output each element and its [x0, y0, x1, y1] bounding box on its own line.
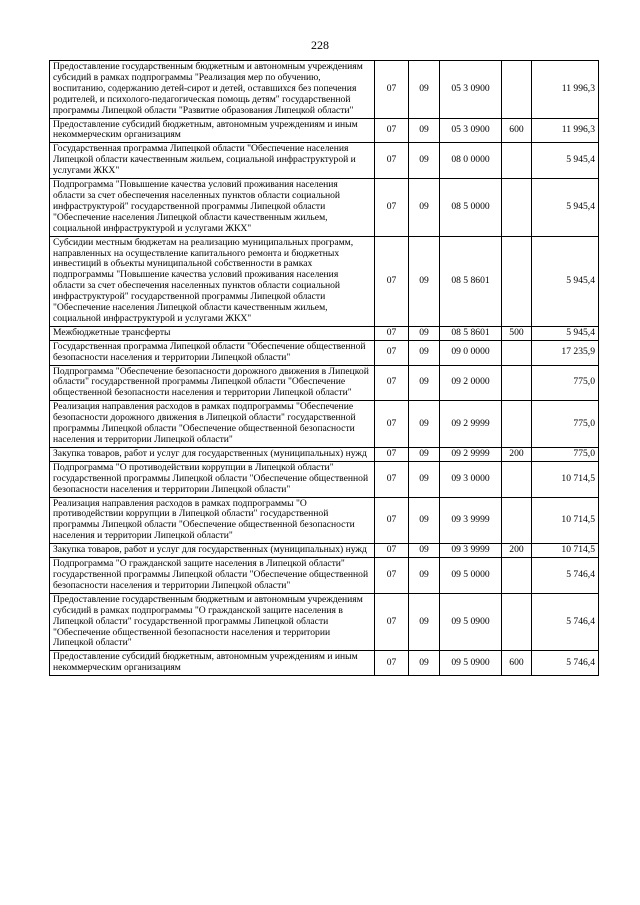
- row-name: Предоставление субсидий бюджетным, автономным учреждениям и иным некоммерческим организациям: [50, 651, 375, 676]
- row-name: Межбюджетные трансферты: [50, 326, 375, 340]
- expense-type-code: [502, 497, 532, 544]
- amount: 5 746,4: [532, 651, 599, 676]
- amount: 17 235,9: [532, 340, 599, 365]
- expense-type-code: [502, 365, 532, 401]
- subsection-code: 09: [409, 593, 440, 651]
- section-code: 07: [375, 544, 409, 558]
- section-code: 07: [375, 365, 409, 401]
- section-code: 07: [375, 326, 409, 340]
- subsection-code: 09: [409, 326, 440, 340]
- row-name: Государственная программа Липецкой области "Обеспечение общественной безопасности населения и территории Липецкой области": [50, 340, 375, 365]
- table-row: [50, 365, 599, 401]
- table-row: [50, 544, 599, 558]
- expense-type-code: [502, 401, 532, 448]
- section-code: 07: [375, 593, 409, 651]
- amount: 5 945,4: [532, 326, 599, 340]
- table-row: [50, 461, 599, 497]
- table-row: [50, 340, 599, 365]
- amount: 775,0: [532, 401, 599, 448]
- target-article-code: 05 3 0900: [440, 61, 502, 119]
- subsection-code: 09: [409, 447, 440, 461]
- section-code: 07: [375, 179, 409, 237]
- section-code: 07: [375, 118, 409, 143]
- target-article-code: 08 5 8601: [440, 326, 502, 340]
- row-name: Подпрограмма "Повышение качества условий проживания населения области за счет обеспечения населенных пунктов области социальной инфраструктурой" государственной программы Липецкой области "Обеспечение населения Липецкой области качественным жильем, социальной инфраструктурой и услугами ЖКХ": [50, 179, 375, 237]
- subsection-code: 09: [409, 401, 440, 448]
- amount: 5 945,4: [532, 236, 599, 326]
- expense-type-code: [502, 558, 532, 594]
- table-row: [50, 497, 599, 544]
- row-name: Предоставление государственным бюджетным и автономным учреждениям субсидий в рамках подпрограммы "Реализация мер по обучению, воспитанию, содержанию детей-сирот и детей, оставшихся без попечения родителей, и психолого-педагогическая помощь детям" государственной программы Липецкой области "Развитие образования Липецкой области": [50, 61, 375, 119]
- row-name: Государственная программа Липецкой области "Обеспечение населения Липецкой области качественным жильем, социальной инфраструктурой и услугами ЖКХ": [50, 143, 375, 179]
- table-row: [50, 143, 599, 179]
- target-article-code: 09 0 0000: [440, 340, 502, 365]
- row-name: Субсидии местным бюджетам на реализацию муниципальных программ, направленных на осуществление капитального ремонта и бюджетных инвестиций в объекты муниципальной собственности в рамках подпрограммы "Повышение качества условий проживания населения области за счет обеспечения населенных пунктов области социальной инфраструктурой" государственной программы Липецкой области "Обеспечение населения Липецкой области качественным жильем, социальной инфраструктурой и услугами ЖКХ": [50, 236, 375, 326]
- subsection-code: 09: [409, 558, 440, 594]
- table-row: [50, 236, 599, 326]
- row-name: Подпрограмма "О гражданской защите населения в Липецкой области" государственной программы Липецкой области "Обеспечение общественной безопасности населения и территории Липецкой области": [50, 558, 375, 594]
- table-row: [50, 593, 599, 651]
- section-code: 07: [375, 401, 409, 448]
- section-code: 07: [375, 558, 409, 594]
- target-article-code: 09 3 0000: [440, 461, 502, 497]
- target-article-code: 09 2 0000: [440, 365, 502, 401]
- amount: 5 945,4: [532, 143, 599, 179]
- amount: 10 714,5: [532, 497, 599, 544]
- budget-table: [49, 60, 599, 676]
- expense-type-code: 600: [502, 651, 532, 676]
- expense-type-code: [502, 61, 532, 119]
- row-name: Предоставление субсидий бюджетным, автономным учреждениям и иным некоммерческим организациям: [50, 118, 375, 143]
- section-code: 07: [375, 143, 409, 179]
- section-code: 07: [375, 340, 409, 365]
- subsection-code: 09: [409, 461, 440, 497]
- subsection-code: 09: [409, 61, 440, 119]
- table-row: [50, 447, 599, 461]
- row-name: Закупка товаров, работ и услуг для государственных (муниципальных) нужд: [50, 447, 375, 461]
- target-article-code: 05 3 0900: [440, 118, 502, 143]
- amount: 775,0: [532, 447, 599, 461]
- expense-type-code: 500: [502, 326, 532, 340]
- expense-type-code: [502, 461, 532, 497]
- expense-type-code: [502, 593, 532, 651]
- row-name: Закупка товаров, работ и услуг для государственных (муниципальных) нужд: [50, 544, 375, 558]
- expense-type-code: 200: [502, 544, 532, 558]
- table-row: [50, 558, 599, 594]
- target-article-code: 09 5 0000: [440, 558, 502, 594]
- section-code: 07: [375, 447, 409, 461]
- target-article-code: 09 2 9999: [440, 447, 502, 461]
- expense-type-code: 200: [502, 447, 532, 461]
- page-number: 228: [311, 38, 329, 52]
- amount: 11 996,3: [532, 61, 599, 119]
- target-article-code: 08 5 0000: [440, 179, 502, 237]
- amount: 5 945,4: [532, 179, 599, 237]
- expense-type-code: [502, 143, 532, 179]
- subsection-code: 09: [409, 179, 440, 237]
- budget-table-body: [50, 61, 599, 676]
- subsection-code: 09: [409, 143, 440, 179]
- expense-type-code: [502, 236, 532, 326]
- subsection-code: 09: [409, 544, 440, 558]
- subsection-code: 09: [409, 365, 440, 401]
- target-article-code: 09 5 0900: [440, 651, 502, 676]
- row-name: Предоставление государственным бюджетным и автономным учреждениям субсидий в рамках подпрограммы "О гражданской защите населения в Липецкой области" государственной программы Липецкой области "Обеспечение общественной безопасности населения и территории Липецкой области": [50, 593, 375, 651]
- amount: 10 714,5: [532, 544, 599, 558]
- amount: 5 746,4: [532, 593, 599, 651]
- section-code: 07: [375, 651, 409, 676]
- target-article-code: 09 2 9999: [440, 401, 502, 448]
- amount: 11 996,3: [532, 118, 599, 143]
- row-name: Реализация направления расходов в рамках подпрограммы "Обеспечение безопасности дорожного движения в Липецкой области" государственной программы Липецкой области "Обеспечение общественной безопасности населения и территории Липецкой области": [50, 401, 375, 448]
- section-code: 07: [375, 461, 409, 497]
- subsection-code: 09: [409, 236, 440, 326]
- section-code: 07: [375, 497, 409, 544]
- row-name: Подпрограмма "О противодействии коррупции в Липецкой области" государственной программы Липецкой области "Обеспечение общественной безопасности населения и территории Липецкой области": [50, 461, 375, 497]
- table-row: [50, 61, 599, 119]
- subsection-code: 09: [409, 497, 440, 544]
- target-article-code: 09 3 9999: [440, 544, 502, 558]
- target-article-code: 08 0 0000: [440, 143, 502, 179]
- target-article-code: 08 5 8601: [440, 236, 502, 326]
- expense-type-code: [502, 340, 532, 365]
- table-row: [50, 179, 599, 237]
- target-article-code: 09 3 9999: [440, 497, 502, 544]
- amount: 10 714,5: [532, 461, 599, 497]
- expense-type-code: 600: [502, 118, 532, 143]
- section-code: 07: [375, 61, 409, 119]
- section-code: 07: [375, 236, 409, 326]
- row-name: Подпрограмма "Обеспечение безопасности дорожного движения в Липецкой области" государственной программы Липецкой области "Обеспечение общественной безопасности населения и территории Липецкой области": [50, 365, 375, 401]
- expense-type-code: [502, 179, 532, 237]
- target-article-code: 09 5 0900: [440, 593, 502, 651]
- amount: 5 746,4: [532, 558, 599, 594]
- subsection-code: 09: [409, 118, 440, 143]
- amount: 775,0: [532, 365, 599, 401]
- table-row: [50, 651, 599, 676]
- table-row: [50, 118, 599, 143]
- table-row: [50, 326, 599, 340]
- table-row: [50, 401, 599, 448]
- subsection-code: 09: [409, 651, 440, 676]
- row-name: Реализация направления расходов в рамках подпрограммы "О противодействии коррупции в Липецкой области" государственной программы Липецкой области "Обеспечение общественной безопасности населения и территории Липецкой области": [50, 497, 375, 544]
- subsection-code: 09: [409, 340, 440, 365]
